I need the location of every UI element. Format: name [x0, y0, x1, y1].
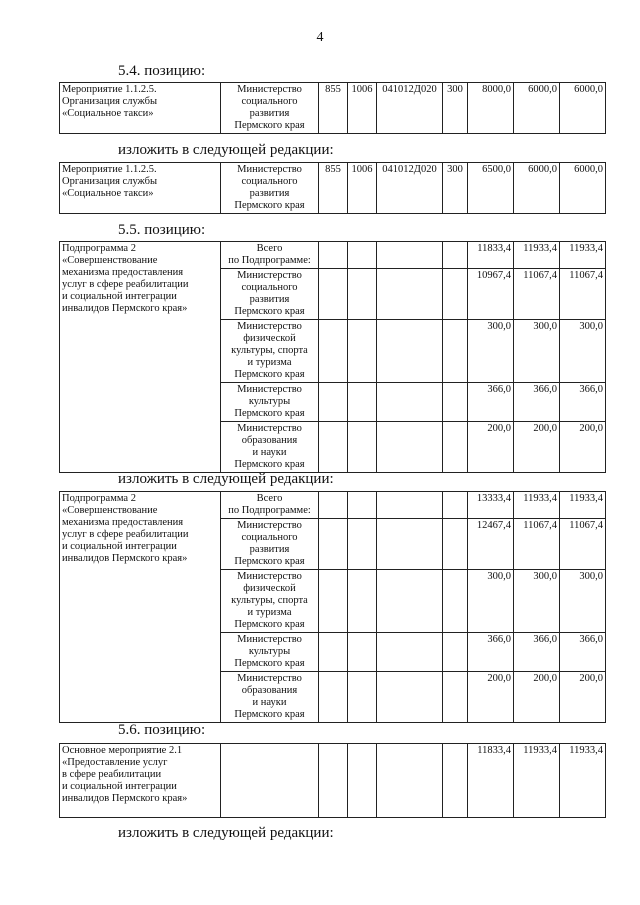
- value-year1-cell: 10967,4: [468, 269, 514, 320]
- value-year2-cell: 300,0: [514, 570, 560, 633]
- responsible-cell: Министерство социального развития Пермского края: [221, 163, 319, 214]
- csr-cell: [377, 269, 443, 320]
- responsible-cell: Министерство образования и науки Пермского края: [221, 422, 319, 473]
- responsible-cell: Министерство физической культуры, спорта и туризма Пермского края: [221, 320, 319, 383]
- value-year1-cell: 366,0: [468, 633, 514, 672]
- table-5-5-old: [59, 241, 606, 473]
- value-year1-cell: 11833,4: [468, 744, 514, 818]
- section-5-4-replace-heading: изложить в следующей редакции:: [118, 142, 334, 158]
- vr-cell: [443, 744, 468, 818]
- csr-cell: [377, 519, 443, 570]
- grbs-cell: [319, 570, 348, 633]
- vr-cell: [443, 269, 468, 320]
- section-5-6-replace-heading: изложить в следующей редакции:: [118, 825, 334, 841]
- responsible-cell: Министерство культуры Пермского края: [221, 383, 319, 422]
- value-year1-cell: 12467,4: [468, 519, 514, 570]
- grbs-cell: [319, 744, 348, 818]
- responsible-cell: Министерство социального развития Пермского края: [221, 519, 319, 570]
- table-5-4-new: [59, 162, 606, 214]
- vr-cell: [443, 570, 468, 633]
- table-5-5-new: [59, 491, 606, 723]
- section-5-6-heading: 5.6. позицию:: [118, 722, 206, 738]
- responsible-cell: Всего по Подпрограмме:: [221, 492, 319, 519]
- rzpr-cell: [348, 744, 377, 818]
- value-year3-cell: 11933,4: [560, 242, 606, 269]
- section-5-5-heading: 5.5. позицию:: [118, 222, 206, 238]
- csr-cell: [377, 383, 443, 422]
- table-5-4-old: [59, 82, 606, 134]
- responsible-cell: Министерство образования и науки Пермского края: [221, 672, 319, 723]
- vr-cell: 300: [443, 83, 468, 134]
- value-year3-cell: 366,0: [560, 383, 606, 422]
- csr-cell: [377, 320, 443, 383]
- grbs-cell: [319, 320, 348, 383]
- value-year3-cell: 11067,4: [560, 269, 606, 320]
- value-year2-cell: 200,0: [514, 422, 560, 473]
- grbs-cell: [319, 519, 348, 570]
- vr-cell: [443, 422, 468, 473]
- table-row: [60, 163, 606, 214]
- rzpr-cell: [348, 320, 377, 383]
- grbs-cell: [319, 672, 348, 723]
- value-year2-cell: 200,0: [514, 672, 560, 723]
- csr-cell: [377, 633, 443, 672]
- value-year3-cell: 11067,4: [560, 519, 606, 570]
- value-year3-cell: 6000,0: [560, 163, 606, 214]
- value-year2-cell: 6000,0: [514, 83, 560, 134]
- table-row: [60, 492, 606, 519]
- value-year3-cell: 11933,4: [560, 744, 606, 818]
- responsible-cell: Министерство культуры Пермского края: [221, 633, 319, 672]
- rzpr-cell: [348, 269, 377, 320]
- value-year1-cell: 6500,0: [468, 163, 514, 214]
- value-year3-cell: 200,0: [560, 422, 606, 473]
- csr-cell: [377, 570, 443, 633]
- value-year2-cell: 11933,4: [514, 492, 560, 519]
- value-year1-cell: 200,0: [468, 422, 514, 473]
- name-cell: Мероприятие 1.1.2.5. Организация службы «Социальное такси»: [60, 163, 221, 214]
- table-5-6-old: [59, 743, 606, 818]
- name-cell: Подпрограмма 2 «Совершенствование механизма предоставления услуг в сфере реабилитации и социальной интеграции инвалидов Пермского края»: [60, 492, 221, 723]
- csr-cell: [377, 744, 443, 818]
- value-year1-cell: 13333,4: [468, 492, 514, 519]
- grbs-cell: [319, 269, 348, 320]
- csr-cell: [377, 422, 443, 473]
- rzpr-cell: [348, 383, 377, 422]
- page-number: 4: [316, 30, 324, 45]
- name-cell: Подпрограмма 2 «Совершенствование механизма предоставления услуг в сфере реабилитации и социальной интеграции инвалидов Пермского края»: [60, 242, 221, 473]
- rzpr-cell: [348, 242, 377, 269]
- grbs-cell: [319, 492, 348, 519]
- vr-cell: [443, 242, 468, 269]
- rzpr-cell: [348, 492, 377, 519]
- grbs-cell: 855: [319, 163, 348, 214]
- value-year3-cell: 11933,4: [560, 492, 606, 519]
- value-year3-cell: 300,0: [560, 320, 606, 383]
- value-year1-cell: 300,0: [468, 570, 514, 633]
- table-row: [60, 744, 606, 818]
- vr-cell: [443, 633, 468, 672]
- csr-cell: [377, 242, 443, 269]
- grbs-cell: 855: [319, 83, 348, 134]
- value-year1-cell: 200,0: [468, 672, 514, 723]
- value-year2-cell: 6000,0: [514, 163, 560, 214]
- value-year2-cell: 11067,4: [514, 269, 560, 320]
- responsible-cell: Министерство социального развития Пермского края: [221, 269, 319, 320]
- grbs-cell: [319, 242, 348, 269]
- section-5-4-heading: 5.4. позицию:: [118, 63, 206, 79]
- value-year2-cell: 11933,4: [514, 744, 560, 818]
- csr-cell: 041012Д020: [377, 163, 443, 214]
- rzpr-cell: [348, 633, 377, 672]
- value-year1-cell: 8000,0: [468, 83, 514, 134]
- csr-cell: [377, 672, 443, 723]
- vr-cell: [443, 383, 468, 422]
- grbs-cell: [319, 422, 348, 473]
- csr-cell: 041012Д020: [377, 83, 443, 134]
- vr-cell: [443, 672, 468, 723]
- vr-cell: [443, 492, 468, 519]
- rzpr-cell: [348, 672, 377, 723]
- value-year3-cell: 200,0: [560, 672, 606, 723]
- responsible-cell: Министерство социального развития Пермского края: [221, 83, 319, 134]
- csr-cell: [377, 492, 443, 519]
- vr-cell: [443, 519, 468, 570]
- rzpr-cell: [348, 422, 377, 473]
- table-row: [60, 83, 606, 134]
- value-year2-cell: 366,0: [514, 633, 560, 672]
- grbs-cell: [319, 383, 348, 422]
- value-year1-cell: 366,0: [468, 383, 514, 422]
- value-year3-cell: 366,0: [560, 633, 606, 672]
- rzpr-cell: 1006: [348, 163, 377, 214]
- responsible-cell: [221, 744, 319, 818]
- vr-cell: 300: [443, 163, 468, 214]
- value-year3-cell: 300,0: [560, 570, 606, 633]
- value-year2-cell: 11067,4: [514, 519, 560, 570]
- vr-cell: [443, 320, 468, 383]
- rzpr-cell: 1006: [348, 83, 377, 134]
- value-year2-cell: 366,0: [514, 383, 560, 422]
- value-year3-cell: 6000,0: [560, 83, 606, 134]
- value-year2-cell: 11933,4: [514, 242, 560, 269]
- name-cell: Основное мероприятие 2.1 «Предоставление услуг в сфере реабилитации и социальной интеграции инвалидов Пермского края»: [60, 744, 221, 818]
- section-5-5-replace-heading: изложить в следующей редакции:: [118, 471, 334, 487]
- responsible-cell: Всего по Подпрограмме:: [221, 242, 319, 269]
- value-year2-cell: 300,0: [514, 320, 560, 383]
- rzpr-cell: [348, 519, 377, 570]
- grbs-cell: [319, 633, 348, 672]
- rzpr-cell: [348, 570, 377, 633]
- responsible-cell: Министерство физической культуры, спорта и туризма Пермского края: [221, 570, 319, 633]
- table-row: [60, 242, 606, 269]
- value-year1-cell: 11833,4: [468, 242, 514, 269]
- value-year1-cell: 300,0: [468, 320, 514, 383]
- name-cell: Мероприятие 1.1.2.5. Организация службы «Социальное такси»: [60, 83, 221, 134]
